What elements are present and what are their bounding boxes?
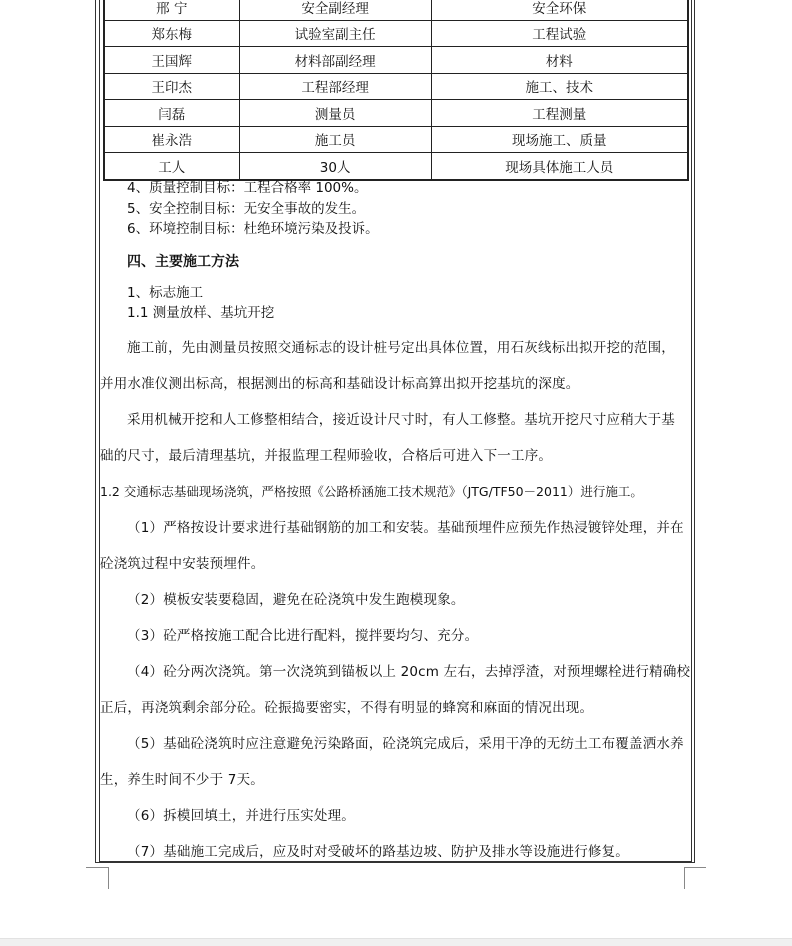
staff-duty: 工程试验 [431, 20, 688, 47]
staff-duty: 材料 [431, 47, 688, 74]
staff-role: 材料部副经理 [239, 47, 431, 74]
table-row [104, 0, 688, 20]
list-item: 生，养生时间不少于 7天。 [100, 772, 264, 788]
staff-name: 郑东梅 [104, 20, 239, 47]
table-row [104, 20, 688, 47]
margin-corner-mark [684, 867, 685, 889]
list-item: （2）模板安装要稳固，避免在砼浇筑中发生跑模现象。 [127, 592, 465, 608]
table-row [104, 73, 688, 100]
paragraph-line: 础的尺寸，最后清理基坑，并报监理工程师验收，合格后可进入下一工序。 [100, 448, 553, 464]
list-item: 砼浇筑过程中安装预埋件。 [100, 556, 265, 572]
staff-duty: 安全环保 [431, 0, 688, 20]
staff-table [103, 0, 689, 181]
goal-environment: 6、环境控制目标：杜绝环境污染及投诉。 [127, 221, 379, 237]
staff-duty: 现场施工、质量 [431, 126, 688, 153]
table-row [104, 153, 688, 180]
subsection-title: 1.1 测量放样、基坑开挖 [127, 305, 275, 321]
staff-role: 工程部经理 [239, 73, 431, 100]
staff-name: 王印杰 [104, 73, 239, 100]
section-heading: 四、主要施工方法 [127, 254, 239, 270]
table-row [104, 100, 688, 127]
staff-name: 工人 [104, 153, 239, 180]
subsection-title: 1.2 交通标志基础现场浇筑，严格按照《公路桥涵施工技术规范》（JTG/TF50－2011）进行施工。 [100, 484, 643, 499]
table-row [104, 126, 688, 153]
subsection-title: 1、标志施工 [127, 285, 204, 301]
list-item: （4）砼分两次浇筑。第一次浇筑到锚板以上 20cm 左右，去掉浮渣，对预埋螺栓进行精确校 [127, 664, 691, 680]
staff-role: 试验室副主任 [239, 20, 431, 47]
list-item: （1）严格按设计要求进行基础钢筋的加工和安装。基础预埋件应预先作热浸镀锌处理，并在 [127, 520, 684, 536]
list-item: （3）砼严格按施工配合比进行配料，搅拌要均匀、充分。 [127, 628, 479, 644]
list-item: （7）基础施工完成后，应及时对受破坏的路基边坡、防护及排水等设施进行修复。 [127, 844, 629, 860]
inner-border-left [99, 0, 100, 862]
staff-duty: 施工、技术 [431, 73, 688, 100]
margin-corner-mark [86, 867, 108, 868]
staff-role: 测量员 [239, 100, 431, 127]
list-item: 正后，再浇筑剩余部分砼。砼振捣要密实，不得有明显的蜂窝和麻面的情况出现。 [100, 700, 594, 716]
table-row [104, 47, 688, 74]
staff-role: 施工员 [239, 126, 431, 153]
staff-duty: 现场具体施工人员 [431, 153, 688, 180]
paragraph-line: 施工前，先由测量员按照交通标志的设计桩号定出具体位置，用石灰线标出拟开挖的范围， [127, 340, 675, 356]
inner-border-right [691, 0, 692, 862]
staff-name: 崔永浩 [104, 126, 239, 153]
list-item: （6）拆模回填土，并进行压实处理。 [127, 808, 355, 824]
staff-duty: 工程测量 [431, 100, 688, 127]
paragraph-line: 并用水准仪测出标高，根据测出的标高和基础设计标高算出拟开挖基坑的深度。 [100, 376, 580, 392]
staff-name: 王国辉 [104, 47, 239, 74]
goal-quality: 4、质量控制目标：工程合格率 100%。 [127, 180, 368, 196]
staff-role: 安全副经理 [239, 0, 431, 20]
inner-border-bottom [99, 861, 692, 862]
paragraph-line: 采用机械开挖和人工修整相结合，接近设计尺寸时，有人工修整。基坑开挖尺寸应稍大于基 [127, 412, 675, 428]
margin-corner-mark [108, 867, 109, 889]
staff-name: 闫磊 [104, 100, 239, 127]
staff-name: 邢 宁 [104, 0, 239, 20]
margin-corner-mark [684, 867, 706, 868]
goal-safety: 5、安全控制目标：无安全事故的发生。 [127, 201, 366, 217]
list-item: （5）基础砼浇筑时应注意避免污染路面，砼浇筑完成后，采用干净的无纺土工布覆盖洒水养 [127, 736, 684, 752]
staff-role: 30人 [239, 153, 431, 180]
